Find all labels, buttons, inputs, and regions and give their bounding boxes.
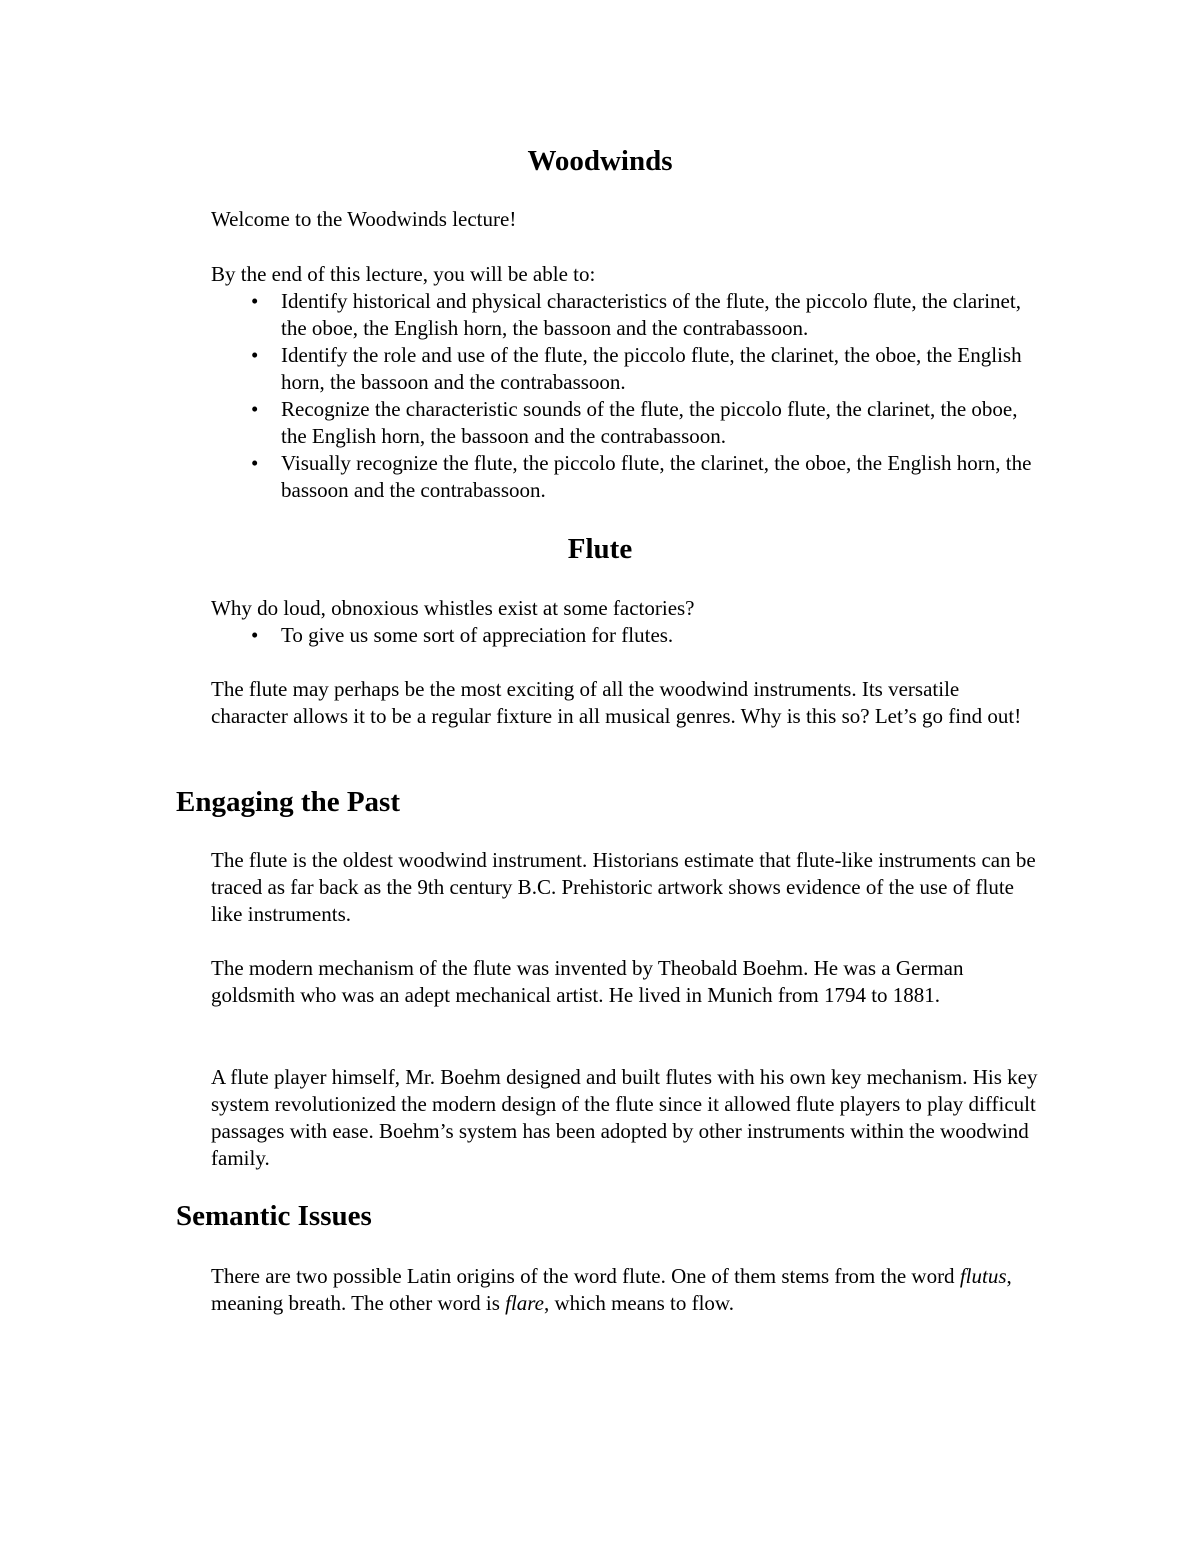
page-title: Woodwinds <box>527 145 673 177</box>
semantic-text-2: , meaning breath. The other word is <box>211 1264 1012 1315</box>
list-item <box>211 622 1041 649</box>
latin-term-flare: flare <box>505 1291 545 1315</box>
flute-heading: Flute <box>567 533 633 565</box>
bullet-icon: • <box>251 623 259 647</box>
list-item-text: Visually recognize the flute, the piccolo flute, the clarinet, the oboe, the English horn, the bassoon and the contrabassoon. <box>281 451 1032 502</box>
bullet-icon: • <box>251 397 259 421</box>
list-item-text: Identify historical and physical characteristics of the flute, the piccolo flute, the clarinet, the oboe, the English horn, the bassoon and the contrabassoon. <box>281 289 1021 340</box>
latin-term-flutus: flutus <box>959 1264 1007 1288</box>
list-item <box>211 342 1041 396</box>
welcome-text: Welcome to the Woodwinds lecture! <box>211 207 517 231</box>
bullet-icon: • <box>251 343 259 367</box>
list-item <box>211 396 1041 450</box>
semantic-paragraph <box>211 1263 1041 1317</box>
section-heading-semantic: Semantic Issues <box>176 1200 372 1232</box>
past-paragraph-2: The modern mechanism of the flute was invented by Theobald Boehm. He was a German goldsmith who was an adept mechanical artist. He lived in Munich from 1794 to 1881. <box>211 956 964 1007</box>
list-item-text: To give us some sort of appreciation for flutes. <box>281 623 674 647</box>
past-paragraph-3: A flute player himself, Mr. Boehm designed and built flutes with his own key mechanism. His key system revolutionized the modern design of the flute since it allowed flute players to play difficult passages with ease. Boehm’s system has been adopted by other instruments within the woodwind family. <box>211 1065 1038 1170</box>
bullet-icon: • <box>251 451 259 475</box>
flute-answer-list <box>211 622 1041 649</box>
semantic-text-3: , which means to flow. <box>544 1291 734 1315</box>
semantic-text-1: There are two possible Latin origins of the word flute. One of them stems from the word <box>211 1264 960 1288</box>
section-heading-past: Engaging the Past <box>176 786 400 818</box>
past-paragraph-1: The flute is the oldest woodwind instrument. Historians estimate that flute-like instruments can be traced as far back as the 9th century B.C. Prehistoric artwork shows evidence of the use of flute like instruments. <box>211 848 1036 926</box>
list-item <box>211 288 1041 342</box>
list-item-text: Recognize the characteristic sounds of the flute, the piccolo flute, the clarinet, the oboe, the English horn, the bassoon and the contrabassoon. <box>281 397 1018 448</box>
list-item-text: Identify the role and use of the flute, the piccolo flute, the clarinet, the oboe, the English horn, the bassoon and the contrabassoon. <box>281 343 1022 394</box>
bullet-icon: • <box>251 289 259 313</box>
flute-intro: The flute may perhaps be the most exciting of all the woodwind instruments. Its versatile character allows it to be a regular fixture in all musical genres. Why is this so? Let’s go find out! <box>211 677 1022 728</box>
objectives-list <box>211 288 1041 504</box>
objectives-intro: By the end of this lecture, you will be able to: <box>211 262 596 286</box>
list-item <box>211 450 1041 504</box>
flute-question: Why do loud, obnoxious whistles exist at some factories? <box>211 596 695 620</box>
